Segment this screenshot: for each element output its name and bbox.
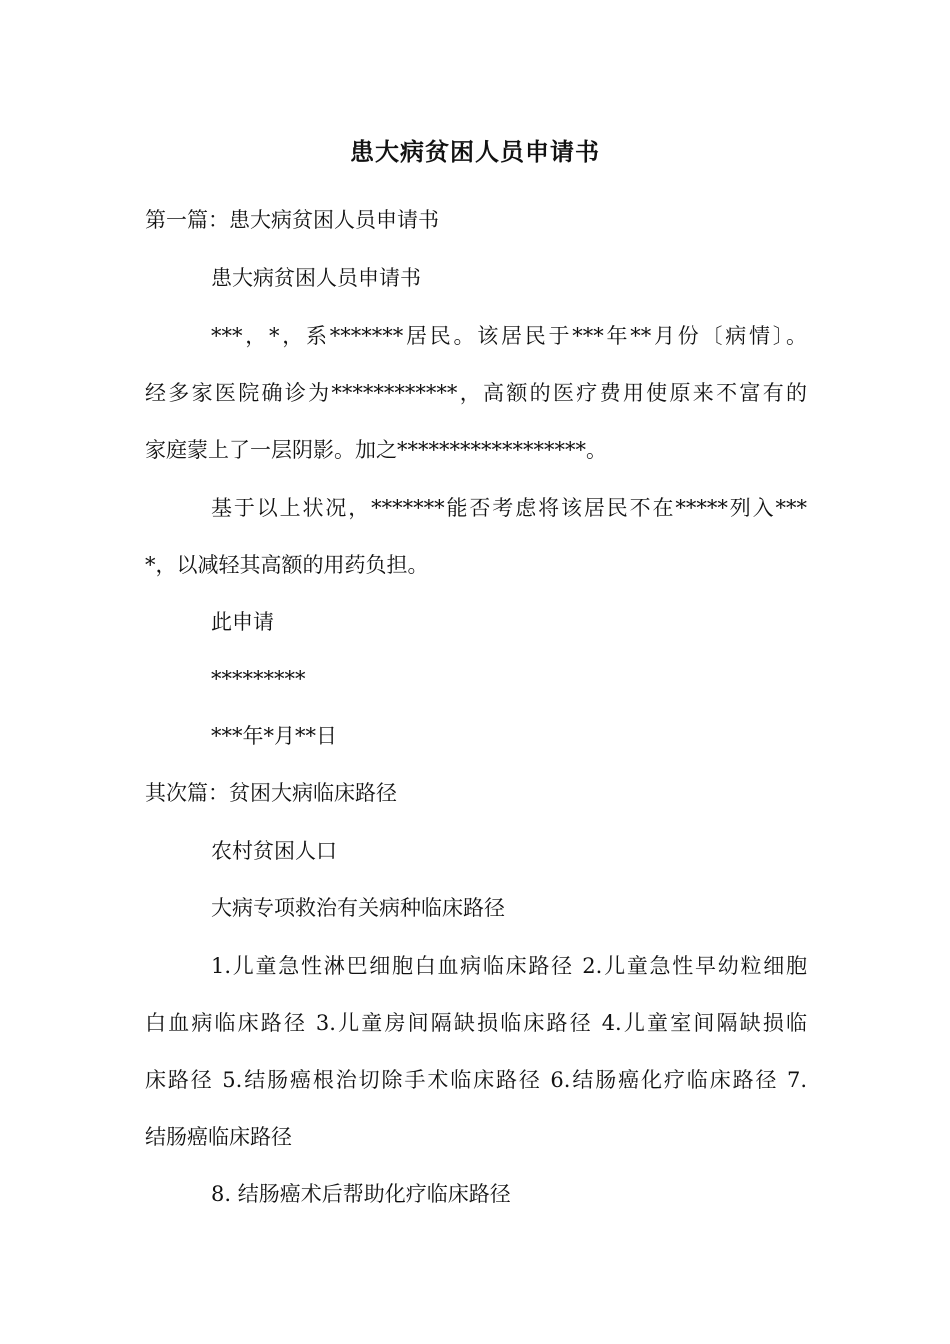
list-line3: 床路径 5.结肠癌根治切除手术临床路径 6.结肠癌化疗临床路径 7. xyxy=(145,1068,807,1092)
section1-heading: 第一篇：患大病贫困人员申请书 xyxy=(145,208,439,232)
para1-line2: 经多家医院确诊为************，高额的医疗费用使原来不富有的 xyxy=(145,381,807,405)
para1-line3: 家庭蒙上了一层阴影。加之******************。 xyxy=(145,438,607,462)
section2-sub1: 农村贫困人口 xyxy=(211,839,337,863)
closing-text: 此申请 xyxy=(211,610,274,634)
signature: ********* xyxy=(211,667,306,691)
para1-line1: ***，*，系*******居民。该居民于***年**月份〔病情〕。 xyxy=(211,324,807,348)
list-line1: 1.儿童急性淋巴细胞白血病临床路径 2.儿童急性早幼粒细胞 xyxy=(211,954,807,978)
section2-sub2: 大病专项救治有关病种临床路径 xyxy=(211,896,505,920)
list-line2: 白血病临床路径 3.儿童房间隔缺损临床路径 4.儿童室间隔缺损临 xyxy=(145,1011,807,1035)
para2-line1: 基于以上状况，*******能否考虑将该居民不在*****列入*** xyxy=(211,496,807,520)
section2-heading: 其次篇：贫困大病临床路径 xyxy=(145,781,397,805)
list-line4: 结肠癌临床路径 xyxy=(145,1125,292,1149)
section1-subtitle: 患大病贫困人员申请书 xyxy=(211,266,421,290)
document-title: 患大病贫困人员申请书 xyxy=(350,137,600,166)
date: ***年*月**日 xyxy=(211,724,337,748)
para2-line2: *，以减轻其高额的用药负担。 xyxy=(145,553,429,577)
item-8: 8. 结肠癌术后帮助化疗临床路径 xyxy=(211,1182,511,1206)
